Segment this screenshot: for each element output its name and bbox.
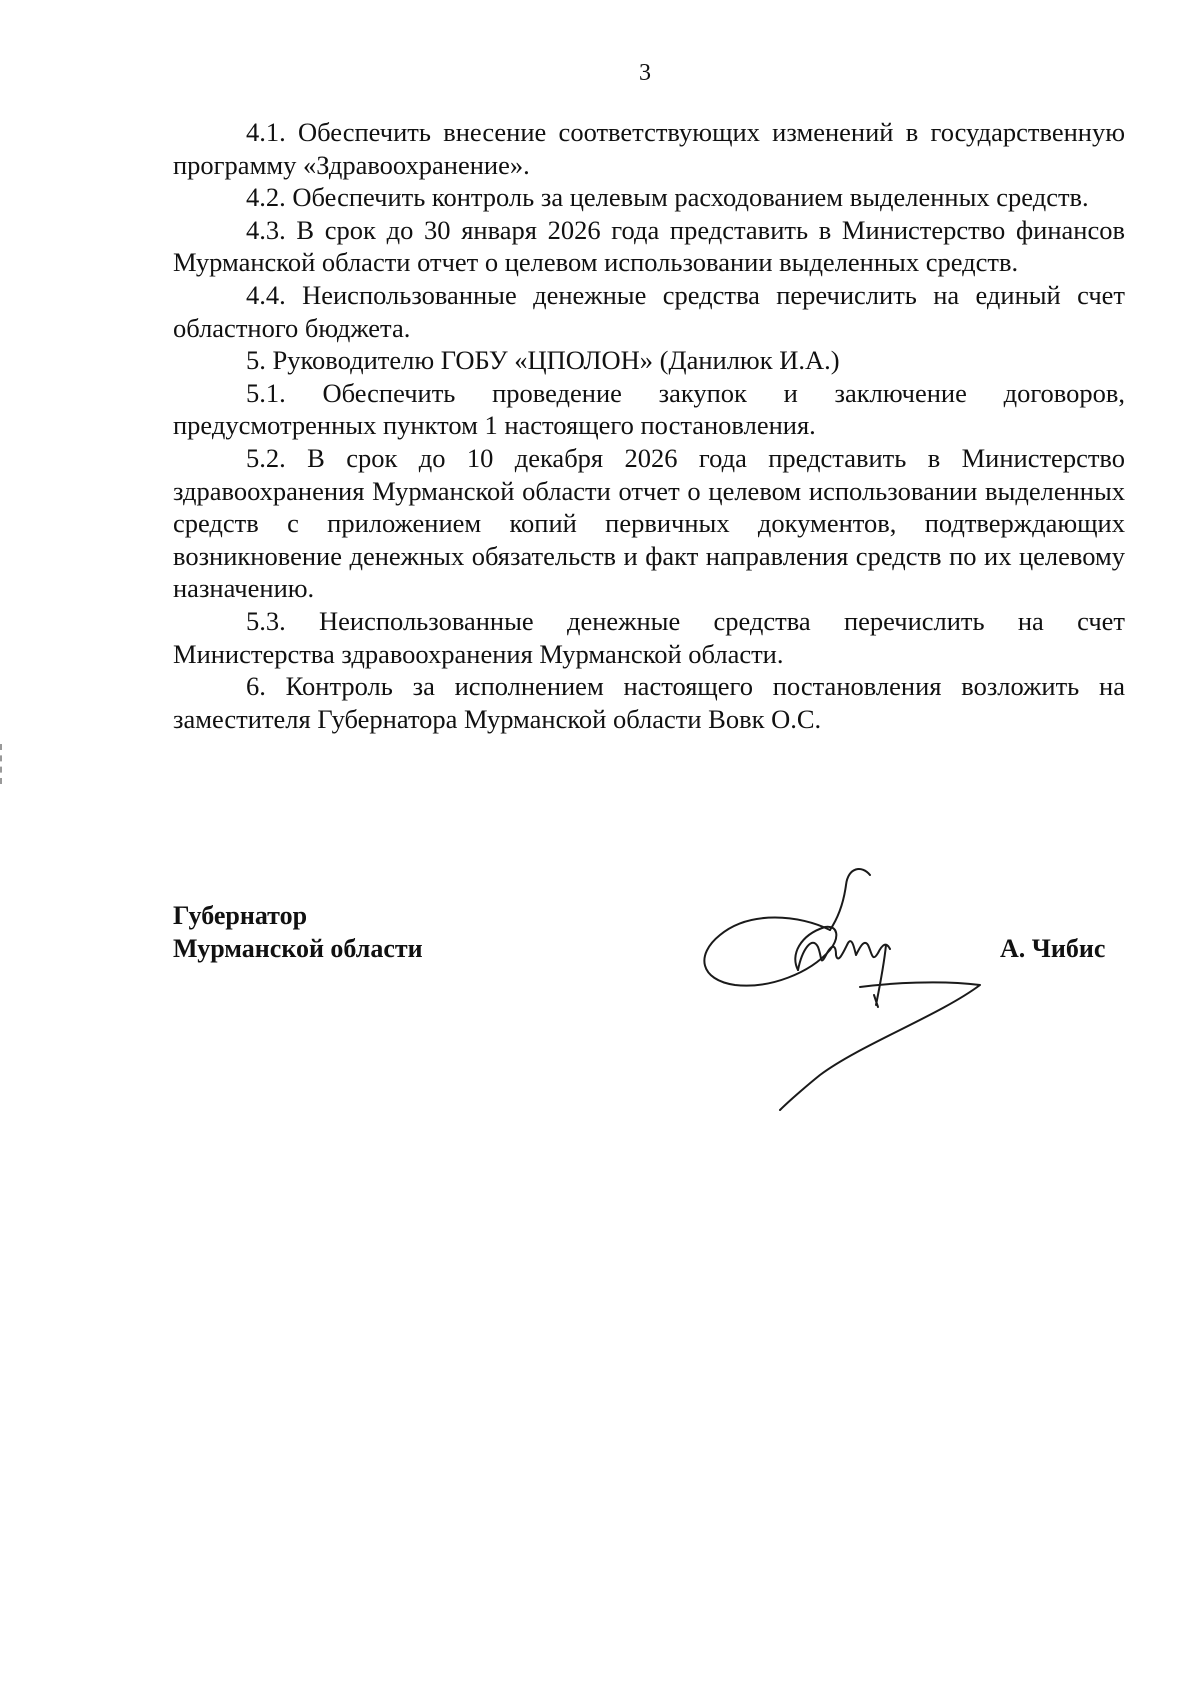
paragraph-4-2: 4.2. Обеспечить контроль за целевым расходованием выделенных средств. <box>246 182 1089 213</box>
paragraph-4-4: 4.4. Неиспользованные денежные средства перечислить на единый счет областного бюджета. <box>173 279 1125 343</box>
paragraph-6: 6. Контроль за исполнением настоящего постановления возложить на заместителя Губернатора Мурманской области Вовк О.С. <box>173 671 1125 734</box>
handwritten-signature-icon <box>680 855 1020 1115</box>
paragraph-4-3: 4.3. В срок до 30 января 2026 года представить в Министерство финансов Мурманской области отчет о целевом использовании выделенных средств. <box>173 214 1125 278</box>
signatory-title-line2: Мурманской области <box>173 934 423 963</box>
signatory-title-line1: Губернатор <box>173 901 308 930</box>
paragraph-5-2: 5.2. В срок до 10 декабря 2026 года представить в Министерство здравоохранения Мурманской области отчет о целевом использовании выделенных средств с приложением копий первичных документов, подтверждающих возникновение денежных обязательств и факт направления средств по их целевому назначению. <box>173 442 1125 604</box>
page-number: 3 <box>639 60 651 86</box>
scan-margin-mark <box>0 744 4 784</box>
document-body <box>173 116 1125 735</box>
paragraph-4-1: 4.1. Обеспечить внесение соответствующих изменений в государственную программу «Здравоохранение». <box>173 117 1125 180</box>
paragraph-5-3: 5.3. Неиспользованные денежные средства перечислить на счет Министерства здравоохранения Мурманской области. <box>173 605 1125 669</box>
paragraph-5: 5. Руководителю ГОБУ «ЦПОЛОН» (Данилюк И.А.) <box>246 345 840 376</box>
signatory-name: А. Чибис <box>1000 934 1106 963</box>
signatory-title <box>173 899 423 965</box>
paragraph-5-1: 5.1. Обеспечить проведение закупок и заключение договоров, предусмотренных пунктом 1 настоящего постановления. <box>173 377 1125 441</box>
